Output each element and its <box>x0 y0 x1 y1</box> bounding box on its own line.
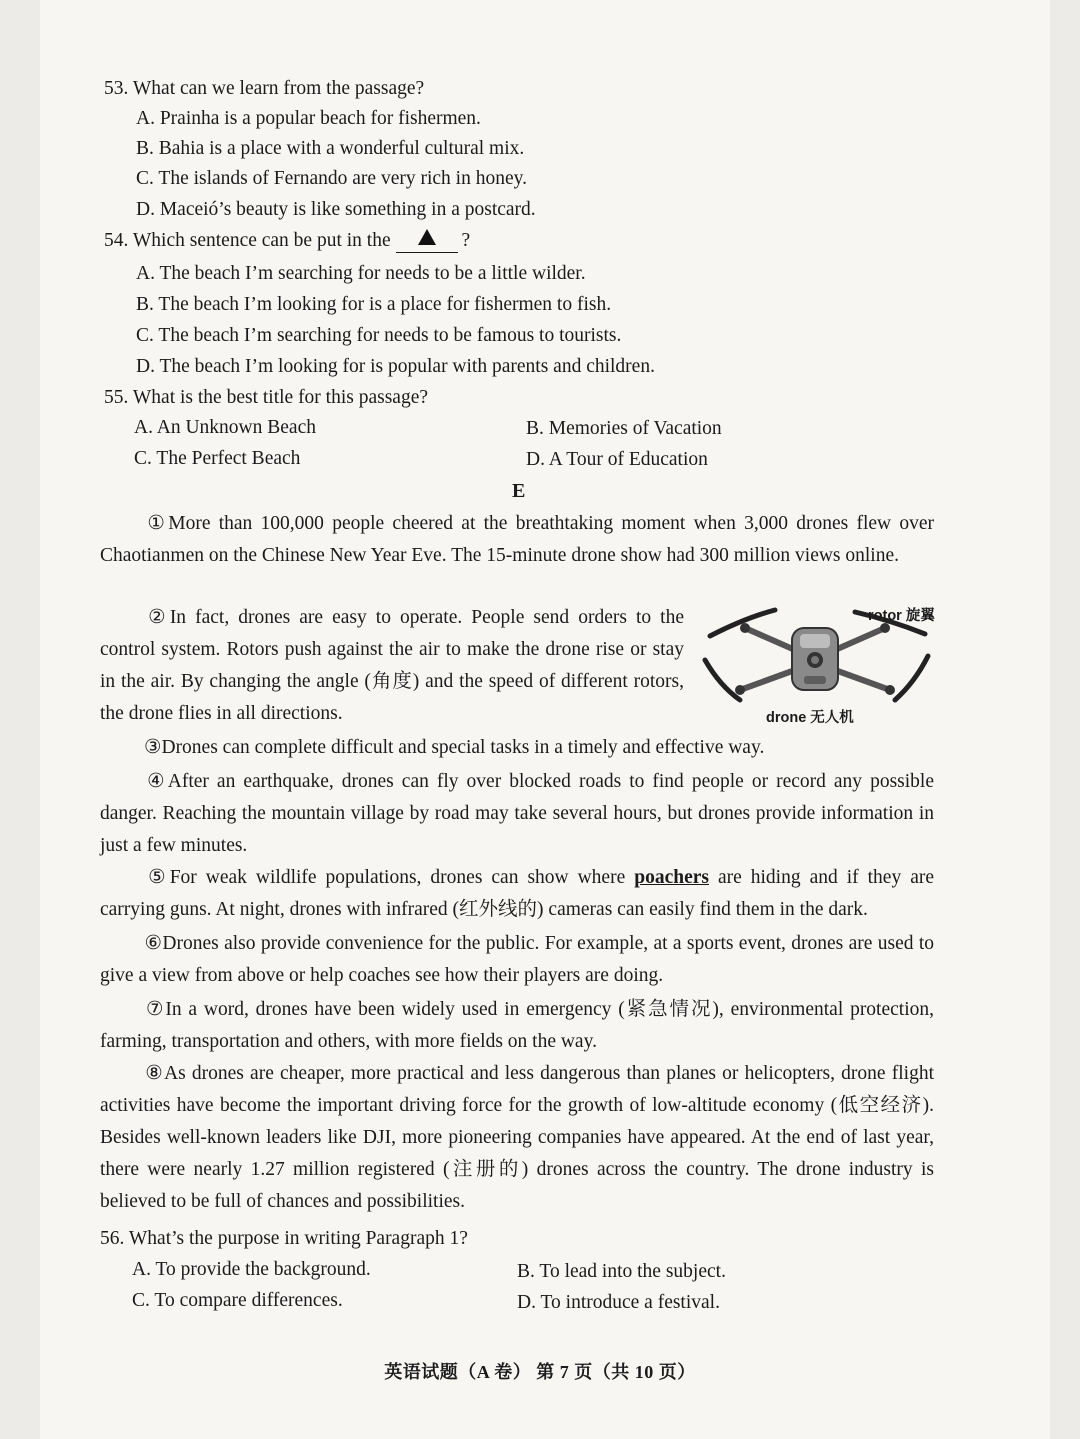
page-footer: 英语试题（A 卷） 第 7 页（共 10 页） <box>384 1362 696 1382</box>
q53-option-d: D. Maceió’s beauty is like something in a postcard. <box>136 199 536 220</box>
q54-stem-text: 54. Which sentence can be put in the <box>104 230 391 251</box>
paragraph-7 <box>100 994 934 1058</box>
paragraph-5-text-start: ⑤For weak wildlife populations, drones can show where <box>144 867 635 888</box>
section-heading: E <box>512 480 526 502</box>
paragraph-4 <box>100 766 934 862</box>
q54-option-a: A. The beach I’m searching for needs to be a little wilder. <box>136 263 586 284</box>
q55-option-a: A. An Unknown Beach <box>134 417 316 438</box>
q56-option-c: C. To compare differences. <box>132 1290 343 1311</box>
paragraph-4-text: ④After an earthquake, drones can fly over blocked roads to find people or record any possible danger. Reaching the mountain village by road may take several hours, but drones provide information in just a few minutes. <box>100 771 934 856</box>
q56-option-a: A. To provide the background. <box>132 1259 371 1280</box>
question-56-stem: 56. What’s the purpose in writing Paragraph 1? <box>100 1228 468 1249</box>
q53-option-a: A. Prainha is a popular beach for fishermen. <box>136 108 481 129</box>
answer-blank <box>396 226 458 253</box>
q54-option-c: C. The beach I’m searching for needs to be famous to tourists. <box>136 325 622 346</box>
paragraph-6 <box>100 928 934 992</box>
q54-option-d: D. The beach I’m looking for is popular with parents and children. <box>136 356 655 377</box>
paragraph-7-text: ⑦In a word, drones have been widely used in emergency (紧急情况), environmental protection, farming, transportation and others, with more fields on the way. <box>100 999 934 1052</box>
q55-option-d: D. A Tour of Education <box>526 449 708 470</box>
q54-option-b: B. The beach I’m looking for is a place for fishermen to fish. <box>136 294 612 315</box>
q56-option-d: D. To introduce a festival. <box>517 1292 720 1313</box>
paragraph-3 <box>100 732 934 764</box>
drone-label: drone 无人机 <box>766 710 854 726</box>
q56-option-b: B. To lead into the subject. <box>517 1261 726 1282</box>
paragraph-2-text: ②In fact, drones are easy to operate. People send orders to the control system. Rotors push against the air to make the drone rise or stay in the air. By changing the angle (角度) and the speed of different rotors, the drone flies in all directions. <box>100 607 684 724</box>
paragraph-2 <box>100 602 684 730</box>
paragraph-1 <box>100 508 934 572</box>
triangle-marker-icon <box>418 229 436 245</box>
question-55-stem: 55. What is the best title for this passage? <box>104 387 429 408</box>
q55-option-c: C. The Perfect Beach <box>134 448 301 469</box>
paragraph-8 <box>100 1058 934 1218</box>
paragraph-6-text: ⑥Drones also provide convenience for the public. For example, at a sports event, drones are used to give a view from above or help coaches see how their players are doing. <box>100 933 934 986</box>
question-54-stem <box>104 228 470 255</box>
q54-stem-end: ? <box>461 230 471 251</box>
paragraph-1-text: ①More than 100,000 people cheered at the breathtaking moment when 3,000 drones flew over Chaotianmen on the Chinese New Year Eve. The 15-minute drone show had 300 million views online. <box>100 513 934 566</box>
paragraph-3-text: ③Drones can complete difficult and special tasks in a timely and effective way. <box>144 737 765 758</box>
rotor-label: rotor 旋翼 <box>868 608 935 624</box>
paragraph-5 <box>100 862 934 926</box>
question-53-stem: 53. What can we learn from the passage? <box>104 78 425 99</box>
underlined-word-poachers: poachers <box>634 867 709 888</box>
q55-option-b: B. Memories of Vacation <box>526 418 722 439</box>
q53-option-c: C. The islands of Fernando are very rich in honey. <box>136 168 527 189</box>
paragraph-8-text: ⑧As drones are cheaper, more practical and less dangerous than planes or helicopters, drone flight activities have become the important driving force for the growth of low-altitude economy (低空经济). Besides well-known leaders like DJI, more pioneering companies have appeared. At the end of last year, there were nearly 1.27 million registered (注册的) drones across the country. The drone industry is believed to be full of chances and possibilities. <box>100 1063 934 1212</box>
drone-illustration <box>700 598 940 728</box>
paragraph-5-text-end: are hiding and if they are carrying guns. At night, drones with infrared (红外线的) cameras can easily find them in the dark. <box>100 867 934 920</box>
q53-option-b: B. Bahia is a place with a wonderful cultural mix. <box>136 138 525 159</box>
